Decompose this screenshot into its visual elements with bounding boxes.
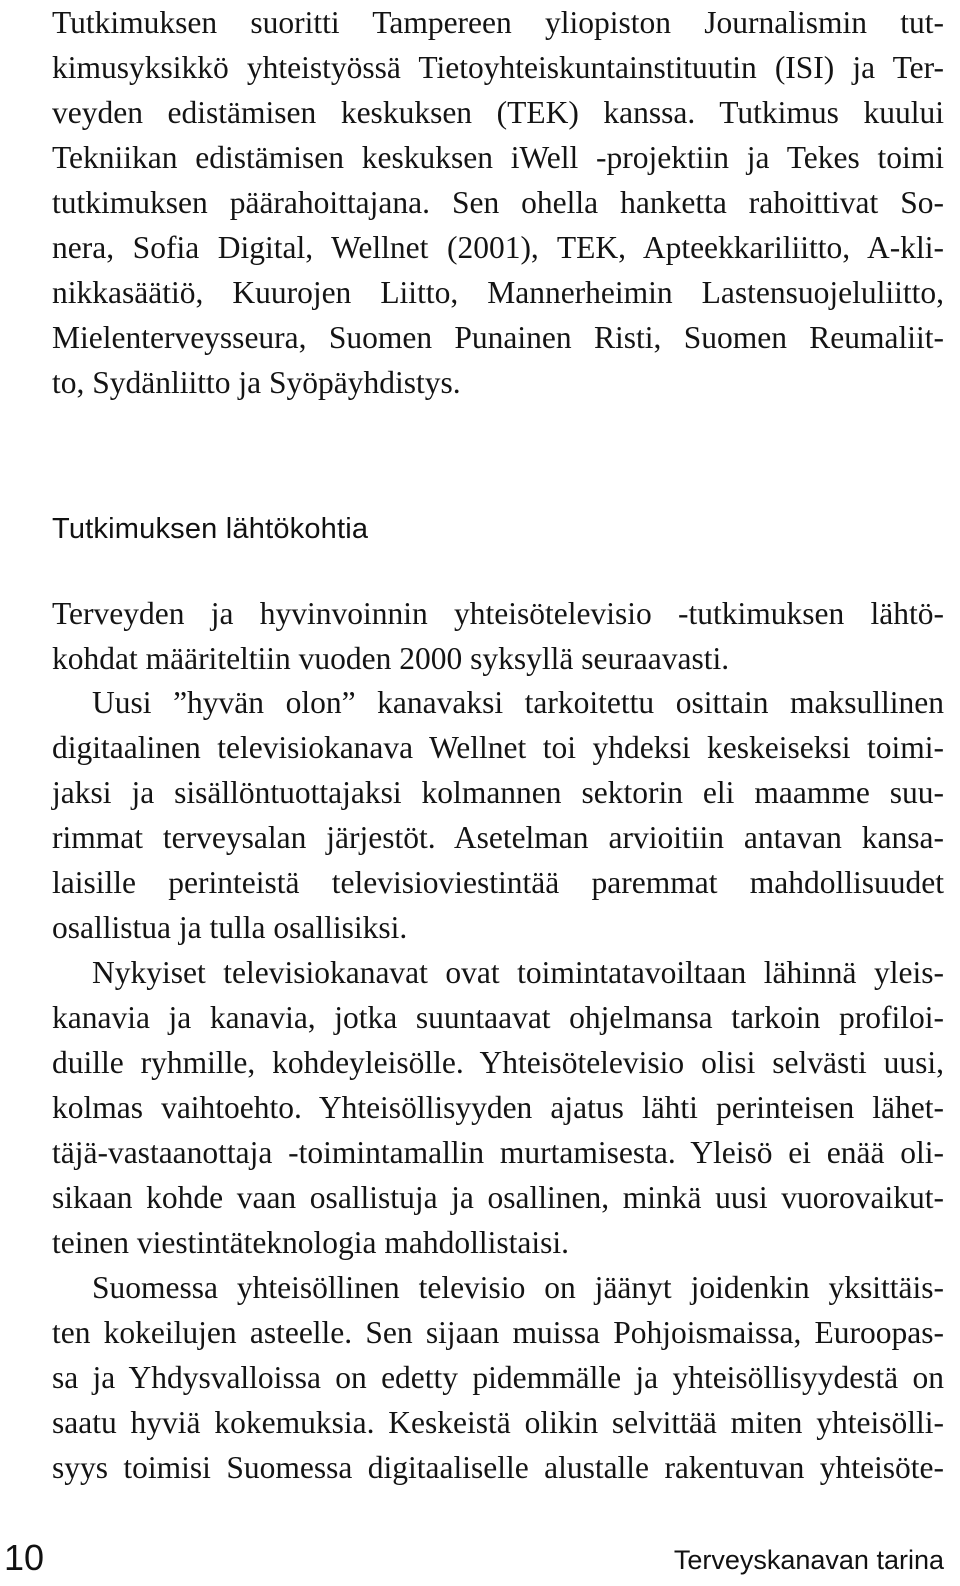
section-heading: Tutkimuksen lähtökohtia [52, 513, 369, 545]
text-line: kimusyksikkö yhteistyössä Tietoyhteiskuntainstituutin (ISI) ja Ter- [52, 50, 944, 85]
text-line: Tekniikan edistämisen keskuksen iWell -projektiin ja Tekes toimi [52, 140, 944, 175]
text-line: jaksi ja sisällöntuottajaksi kolmannen sektorin eli maamme suu- [52, 775, 944, 810]
text-line: ten kokeilujen asteelle. Sen sijaan muissa Pohjoismaissa, Euroopas- [52, 1315, 944, 1350]
text-line: digitaalinen televisiokanava Wellnet toi yhdeksi keskeiseksi toimi- [52, 730, 944, 765]
text-line: sa ja Yhdysvalloissa on edetty pidemmälle ja yhteisöllisyydestä on [52, 1360, 944, 1395]
text-line: veyden edistämisen keskuksen (TEK) kanssa. Tutkimus kuului [52, 95, 944, 130]
text-line: sikaan kohde vaan osallistuja ja osallinen, minkä uusi vuorovaikut- [52, 1180, 944, 1215]
text-line: laisille perinteistä televisioviestintää paremmat mahdollisuudet [52, 865, 944, 900]
running-title: Terveyskanavan tarina [673, 1545, 944, 1575]
document-page [52, 0, 944, 1586]
text-line: syys toimisi Suomessa digitaaliselle alustalle rakentuvan yhteisöte- [52, 1450, 944, 1485]
text-line: Uusi ”hyvän olon” kanavaksi tarkoitettu osittain maksullinen [92, 685, 944, 720]
text-line: saatu hyviä kokemuksia. Keskeistä olikin selvittää miten yhteisölli- [52, 1405, 944, 1440]
page-number: 10 [4, 1537, 45, 1578]
text-line: Mielenterveysseura, Suomen Punainen Risti, Suomen Reumaliit- [52, 320, 944, 355]
text-line: kanavia ja kanavia, jotka suuntaavat ohjelmansa tarkoin profiloi- [52, 1000, 944, 1035]
text-line: kohdat määriteltiin vuoden 2000 syksyllä seuraavasti. [52, 641, 730, 676]
text-line: nera, Sofia Digital, Wellnet (2001), TEK, Apteekkariliitto, A-kli- [52, 230, 944, 265]
text-line: Suomessa yhteisöllinen televisio on jäänyt joidenkin yksittäis- [92, 1270, 944, 1305]
text-line: Tutkimuksen suoritti Tampereen yliopiston Journalismin tut- [52, 5, 944, 40]
text-line: rimmat terveysalan järjestöt. Asetelman arvioitiin antavan kansa- [52, 820, 944, 855]
text-line: kolmas vaihtoehto. Yhteisöllisyyden ajatus lähti perinteisen lähet- [52, 1090, 944, 1125]
text-line: Nykyiset televisiokanavat ovat toimintatavoiltaan lähinnä yleis- [92, 955, 944, 990]
text-line: täjä-vastaanottaja -toimintamallin murtamisesta. Yleisö ei enää oli- [52, 1135, 944, 1170]
page-footer [0, 1530, 960, 1586]
text-line: nikkasäätiö, Kuurojen Liitto, Mannerheimin Lastensuojeluliitto, [52, 275, 944, 310]
text-line: tutkimuksen päärahoittajana. Sen ohella hanketta rahoittivat So- [52, 185, 944, 220]
text-line: to, Sydänliitto ja Syöpäyhdistys. [52, 365, 461, 400]
text-line: teinen viestintäteknologia mahdollistaisi. [52, 1225, 570, 1260]
text-line: duille ryhmille, kohdeyleisölle. Yhteisötelevisio olisi selvästi uusi, [52, 1045, 944, 1080]
text-line: osallistua ja tulla osallisiksi. [52, 910, 408, 945]
text-line: Terveyden ja hyvinvoinnin yhteisötelevisio -tutkimuksen lähtö- [52, 596, 944, 631]
